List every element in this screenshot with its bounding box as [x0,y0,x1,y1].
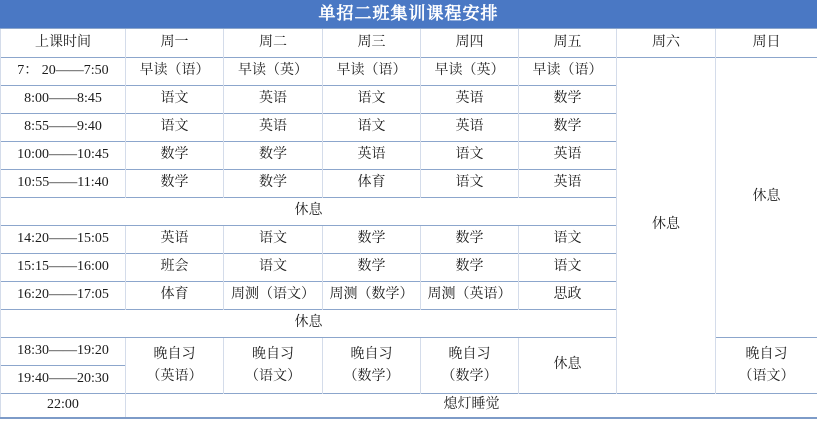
col-header-time: 上课时间 [1,29,126,58]
subject-cell: 语文 [421,142,519,170]
time-cell: 10:55——11:40 [1,170,126,198]
subject-cell: 数学 [323,226,421,254]
col-header-friday: 周五 [519,29,617,58]
title-bar [0,0,817,28]
sunday-evening-study-cell: 晚自习 （语文） [716,338,817,394]
subject-cell: 英语 [323,142,421,170]
time-cell: 14:20——15:05 [1,226,126,254]
subject-cell: 早读（英） [421,58,519,86]
subject-cell: 英语 [126,226,224,254]
subject-cell: 英语 [224,114,323,142]
subject-cell: 班会 [126,254,224,282]
time-cell: 15:15——16:00 [1,254,126,282]
subject-cell: 语文 [323,86,421,114]
col-header-monday: 周一 [126,29,224,58]
subject-cell: 早读（语） [126,58,224,86]
noon-break-cell: 休息 [1,198,617,226]
time-cell: 19:40——20:30 [1,366,126,394]
subject-cell: 早读（语） [519,58,617,86]
friday-evening-rest-cell: 休息 [519,338,617,394]
time-cell: 7： 20——7:50 [1,58,126,86]
row-morning-reading [1,58,817,86]
lights-out-cell: 熄灯睡觉 [126,394,817,418]
subject-cell: 语文 [224,226,323,254]
subject-cell: 数学 [224,170,323,198]
col-header-sunday: 周日 [716,29,817,58]
subject-cell: 语文 [421,170,519,198]
subject-cell: 思政 [519,282,617,310]
subject-cell: 早读（语） [323,58,421,86]
afternoon-break-cell: 休息 [1,310,617,338]
evening-study-cell: 晚自习 （数学） [421,338,519,394]
subject-cell: 数学 [126,170,224,198]
time-cell: 22:00 [1,394,126,418]
subject-cell: 周测（英语） [421,282,519,310]
subject-cell: 体育 [126,282,224,310]
row-lights-out [1,394,817,418]
evening-study-cell: 晚自习 （数学） [323,338,421,394]
sunday-rest-cell: 休息 [716,58,817,338]
subject-cell: 数学 [421,254,519,282]
subject-cell: 英语 [519,170,617,198]
time-cell: 8:55——9:40 [1,114,126,142]
subject-cell: 周测（数学） [323,282,421,310]
subject-cell: 语文 [519,254,617,282]
schedule-table [0,28,817,419]
time-cell: 8:00——8:45 [1,86,126,114]
subject-cell: 语文 [224,254,323,282]
subject-cell: 英语 [421,86,519,114]
col-header-tuesday: 周二 [224,29,323,58]
time-cell: 18:30——19:20 [1,338,126,366]
subject-cell: 早读（英） [224,58,323,86]
evening-study-cell: 晚自习 （英语） [126,338,224,394]
subject-cell: 周测（语文） [224,282,323,310]
subject-cell: 数学 [126,142,224,170]
col-header-wednesday: 周三 [323,29,421,58]
subject-cell: 语文 [323,114,421,142]
subject-cell: 数学 [421,226,519,254]
evening-study-cell: 晚自习 （语文） [224,338,323,394]
subject-cell: 英语 [421,114,519,142]
subject-cell: 数学 [519,86,617,114]
subject-cell: 英语 [224,86,323,114]
subject-cell: 数学 [224,142,323,170]
time-cell: 10:00——10:45 [1,142,126,170]
subject-cell: 数学 [519,114,617,142]
subject-cell: 数学 [323,254,421,282]
col-header-saturday: 周六 [617,29,716,58]
subject-cell: 体育 [323,170,421,198]
subject-cell: 英语 [519,142,617,170]
page-title: 单招二班集训课程安排 [318,4,499,23]
subject-cell: 语文 [519,226,617,254]
subject-cell: 语文 [126,114,224,142]
header-row [1,29,817,58]
saturday-rest-cell: 休息 [617,58,716,394]
time-cell: 16:20——17:05 [1,282,126,310]
col-header-thursday: 周四 [421,29,519,58]
subject-cell: 语文 [126,86,224,114]
